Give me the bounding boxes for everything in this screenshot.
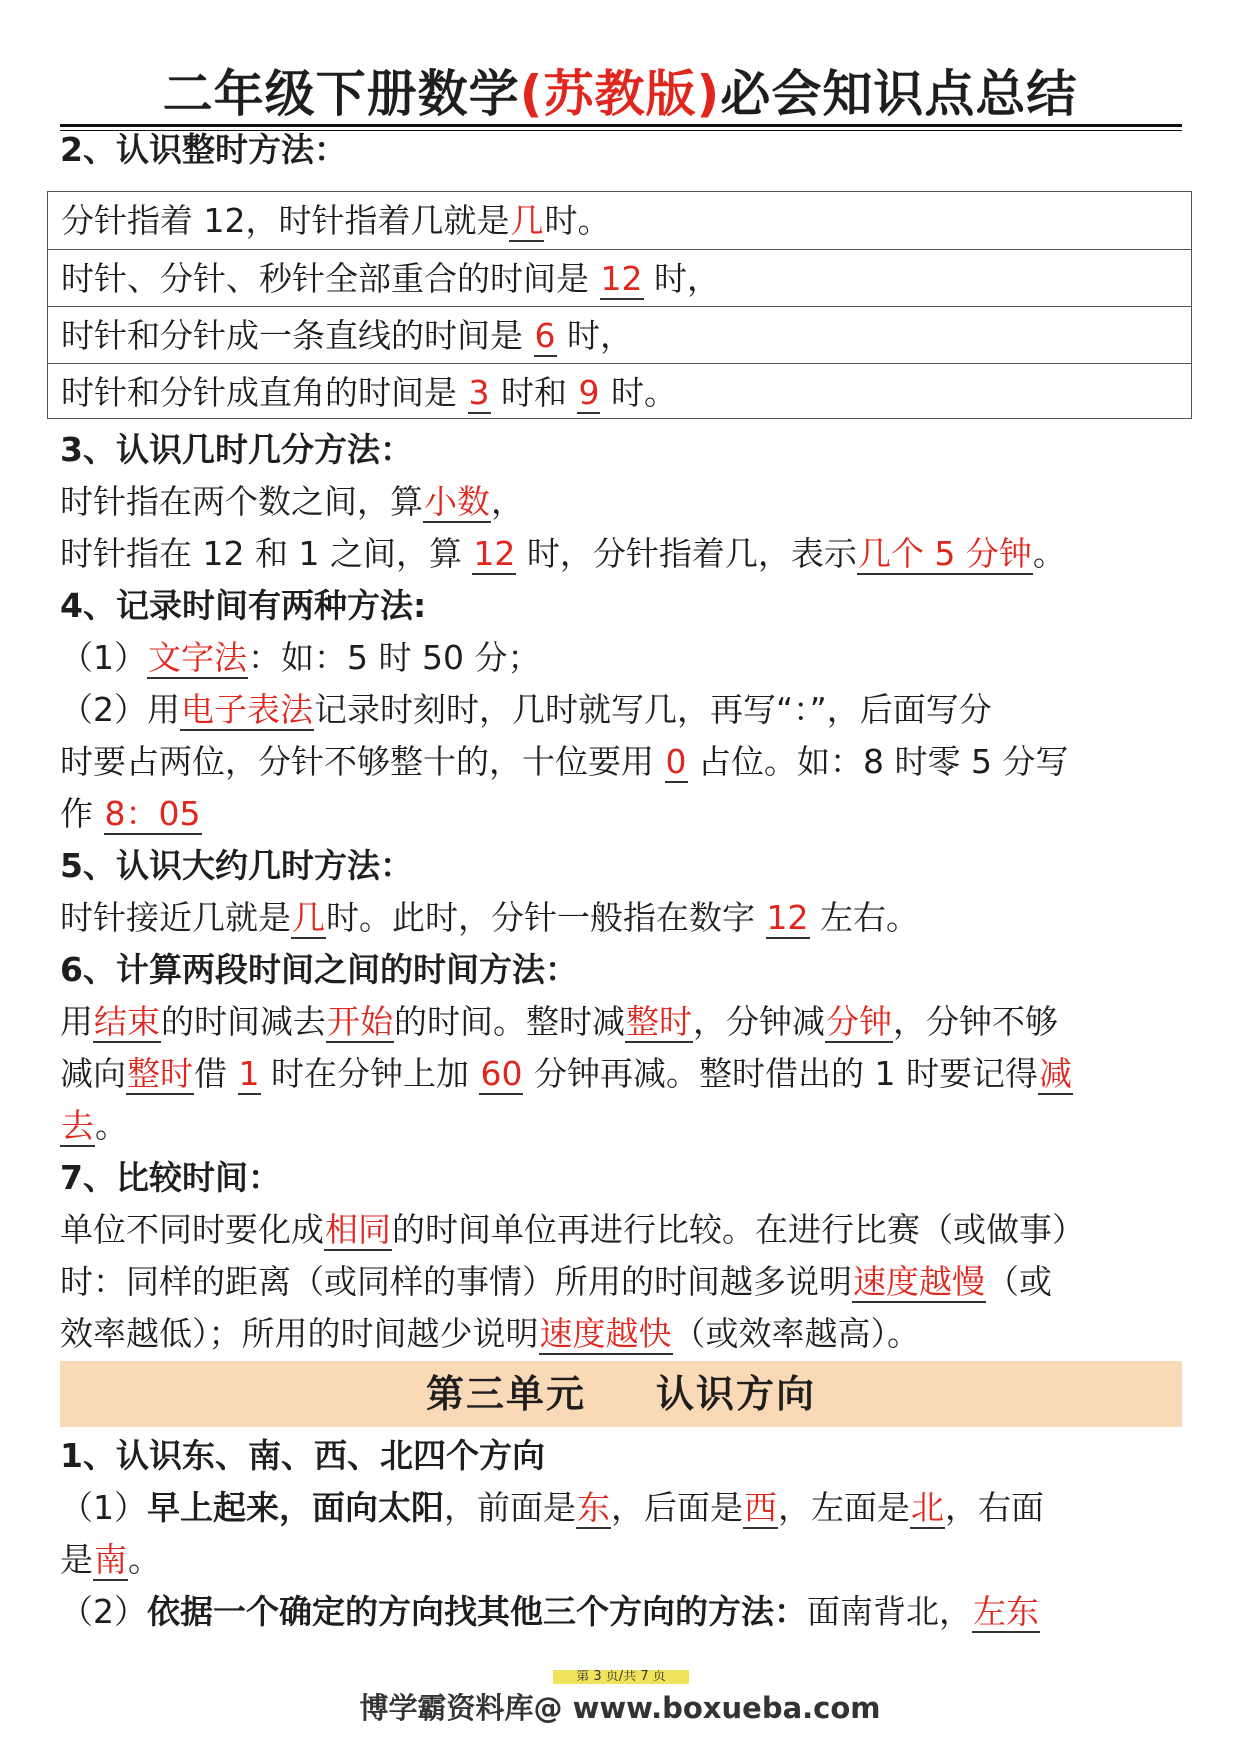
answer-blank: 12 xyxy=(600,259,643,298)
answer-blank: 左东 xyxy=(973,1592,1039,1631)
unit-number: 第三单元 xyxy=(425,1372,586,1416)
answer-blank: 分钟 xyxy=(826,1002,892,1041)
table-row: 时针和分针成一条直线的时间是 6 时， xyxy=(48,306,1191,363)
paragraph-line: （1）早上起来，面向太阳，前面是东，后面是西，左面是北，右面 xyxy=(60,1488,1044,1527)
paragraph-line: 效率越低）；所用的时间越少说明速度越快（或效率越高）。 xyxy=(60,1314,920,1353)
answer-blank: 几 xyxy=(292,898,325,937)
answer-blank: 整时 xyxy=(127,1054,193,1093)
answer-blank: 0 xyxy=(665,742,687,781)
answer-blank: 60 xyxy=(480,1054,523,1093)
paragraph-line: 时针指在两个数之间，算小数， xyxy=(60,482,524,521)
paragraph-line: 时要占两位，分针不够整十的，十位要用 0 占位。如：8 时零 5 分写 xyxy=(60,742,1069,781)
paragraph-line: （1）文字法：如：5 时 50 分； xyxy=(60,638,541,677)
table-row: 时针和分针成直角的时间是 3 时和 9 时。 xyxy=(48,363,1191,420)
answer-blank: 去 xyxy=(61,1106,94,1145)
answer-blank: 整时 xyxy=(626,1002,692,1041)
unit-banner xyxy=(60,1361,1182,1427)
answer-blank: 西 xyxy=(744,1488,777,1527)
section-5-heading: 5、认识大约几时方法： xyxy=(60,846,413,885)
page-number: 第 3 页/共 7 页 xyxy=(553,1670,689,1684)
answer-blank: 3 xyxy=(468,373,490,412)
answer-blank: 9 xyxy=(578,373,600,412)
answer-blank: 速度越慢 xyxy=(853,1262,985,1301)
paragraph-line: 去。 xyxy=(61,1106,128,1145)
answer-blank: 速度越快 xyxy=(539,1314,672,1353)
answer-blank: 1 xyxy=(238,1054,260,1093)
answer-blank: 电子表法 xyxy=(181,690,313,729)
paragraph-line: （2）用电子表法记录时刻时，几时就写几，再写“：”，后面写分 xyxy=(60,690,992,729)
answer-blank: 减 xyxy=(1038,1054,1072,1093)
page-title xyxy=(0,62,1240,126)
answer-blank: 开始 xyxy=(327,1002,393,1041)
table-row: 时针、分针、秒针全部重合的时间是 12 时， xyxy=(48,249,1191,306)
answer-blank: 8：05 xyxy=(104,794,201,833)
paragraph-line: 时针接近几就是几时。此时，分针一般指在数字 12 左右。 xyxy=(60,898,919,937)
paragraph-line: 减向整时借 1 时在分钟上加 60 分钟再减。整时借出的 1 时要记得减 xyxy=(60,1054,1072,1093)
section-2-heading: 2、认识整时方法： xyxy=(60,130,347,169)
answer-blank: 6 xyxy=(534,316,556,355)
section-6-heading: 6、计算两段时间之间的时间方法： xyxy=(60,950,578,989)
unit3-section-1-heading: 1、认识东、南、西、北四个方向 xyxy=(60,1436,545,1475)
title-suffix: 必会知识点总结 xyxy=(720,65,1078,123)
section-3-heading: 3、认识几时几分方法： xyxy=(60,430,413,469)
answer-blank: 北 xyxy=(911,1488,944,1527)
paragraph-line: 时针指在 12 和 1 之间，算 12 时，分针指着几，表示几个 5 分钟。 xyxy=(60,534,1066,573)
answer-blank: 文字法 xyxy=(148,638,247,677)
paragraph-line: 用结束的时间减去开始的时间。整时减整时，分钟减分钟，分钟不够 xyxy=(60,1002,1058,1041)
title-prefix: 二年级下册数学 xyxy=(162,65,520,123)
answer-blank: 12 xyxy=(473,534,516,573)
paragraph-line: 作 8：05 xyxy=(60,794,201,833)
answer-blank: 结束 xyxy=(94,1002,160,1041)
title-edition: (苏教版) xyxy=(519,65,721,123)
unit-title: 认识方向 xyxy=(656,1372,817,1416)
paragraph-line: 是南。 xyxy=(60,1540,161,1579)
paragraph-line: 单位不同时要化成相同的时间单位再进行比较。在进行比赛（或做事） xyxy=(60,1210,1085,1249)
table-row: 分针指着 12，时针指着几就是几时。 xyxy=(61,201,611,240)
paragraph-line: 时：同样的距离（或同样的事情）所用的时间越多说明速度越慢（或 xyxy=(60,1262,1052,1301)
paragraph-line: （2）依据一个确定的方向找其他三个方向的方法：面南背北，左东 xyxy=(60,1592,1039,1631)
answer-blank: 小数 xyxy=(424,482,490,521)
section-7-heading: 7、比较时间： xyxy=(60,1158,281,1197)
answer-blank: 几 xyxy=(510,201,544,240)
answer-blank: 几个 5 分钟 xyxy=(857,534,1032,573)
answer-blank: 相同 xyxy=(325,1210,391,1249)
watermark: 博学霸资料库@ www.boxueba.com xyxy=(359,1691,881,1725)
section-4-heading: 4、记录时间有两种方法: xyxy=(60,586,427,625)
whole-hour-table xyxy=(47,191,1192,419)
answer-blank: 南 xyxy=(94,1540,127,1579)
answer-blank: 东 xyxy=(577,1488,610,1527)
answer-blank: 12 xyxy=(766,898,809,937)
